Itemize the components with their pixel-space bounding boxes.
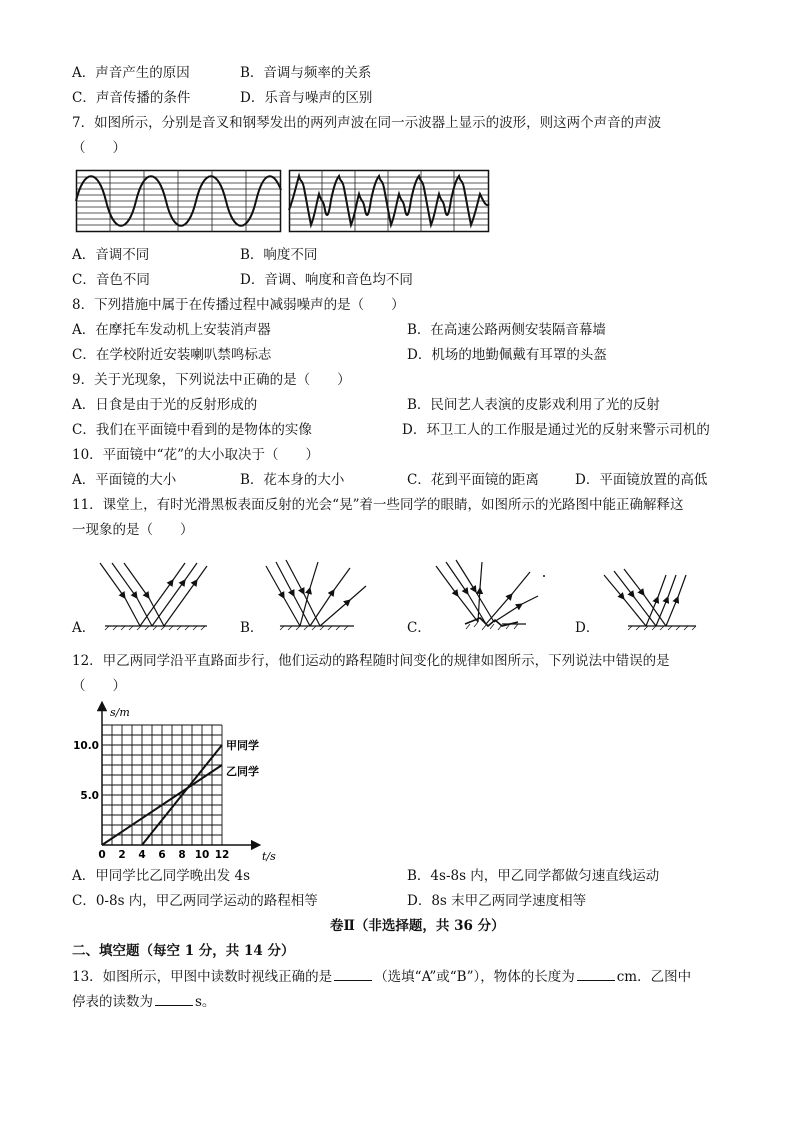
x-tick-label: 12 xyxy=(214,849,230,861)
x-tick-label: 6 xyxy=(158,849,166,861)
q10-stem: 10．平面镜中“花”的大小取决于（ ） xyxy=(72,447,319,463)
q11-stem-line2: 一现象的是（ ） xyxy=(72,522,194,538)
distance-time-chart xyxy=(73,700,280,865)
y-tick-label: 5.0 xyxy=(80,790,99,802)
q8-option-a: A．在摩托车发动机上安装消声器 xyxy=(72,322,271,338)
y-axis-label: s/m xyxy=(110,706,130,719)
series-label-1: 甲同学 xyxy=(226,739,259,752)
q10-option-b: B．花本身的大小 xyxy=(240,472,345,488)
q9-option-b: B．民间艺人表演的皮影戏利用了光的反射 xyxy=(407,397,660,413)
q13-blank-2[interactable] xyxy=(577,968,615,981)
x-tick-label: 0 xyxy=(98,849,106,861)
q12-stem: 12．甲乙两同学沿平直路面步行，他们运动的路程随时间变化的规律如图所示，下列说法中错误的是 xyxy=(72,653,670,669)
q12-option-c: C．0-8s 内，甲乙两同学运动的路程相等 xyxy=(72,893,318,909)
q8-option-d: D．机场的地勤佩戴有耳罩的头盔 xyxy=(407,347,607,363)
q12-option-d: D．8s 末甲乙两同学速度相等 xyxy=(407,893,587,909)
q10-option-c: C．花到平面镜的距离 xyxy=(407,472,539,488)
q6-option-a: A．声音产生的原因 xyxy=(72,65,190,81)
q13-blank-1[interactable] xyxy=(334,968,372,981)
x-tick-label: 10 xyxy=(194,849,210,861)
x-tick-label: 4 xyxy=(138,849,146,861)
q7-stem: 7．如图所示，分别是音叉和钢琴发出的两列声波在同一示波器上显示的波形，则这两个声音的声波 xyxy=(72,115,662,131)
series-label-2: 乙同学 xyxy=(226,765,259,778)
q13-text-4: 停表的读数为 xyxy=(72,994,153,1010)
waveform-piano-figure xyxy=(289,170,489,232)
q11-figure-c xyxy=(430,558,550,633)
part-title: 二、填空题（每空 1 分，共 14 分） xyxy=(72,943,295,959)
q12-option-b: B．4s-8s 内，甲乙同学都做匀速直线运动 xyxy=(407,868,660,884)
q8-stem: 8．下列措施中属于在传播过程中减弱噪声的是（ ） xyxy=(72,297,405,313)
x-tick-label: 8 xyxy=(178,849,186,861)
q12-option-a: A．甲同学比乙同学晚出发 4s xyxy=(72,868,251,884)
q11-option-d: D． xyxy=(575,620,600,636)
q13-text-1: 13．如图所示，甲图中读数时视线正确的是 xyxy=(72,969,333,985)
q7-option-d: D．音调、响度和音色均不同 xyxy=(240,272,413,288)
y-tick-label: 10.0 xyxy=(73,740,99,752)
q8-option-b: B．在高速公路两侧安装隔音幕墙 xyxy=(407,322,606,338)
q11-option-b: B． xyxy=(240,620,264,636)
q13-text-3: cm．乙图中 xyxy=(616,969,692,985)
q9-option-d: D．环卫工人的工作服是通过光的反射来警示司机的 xyxy=(402,422,710,438)
q11-option-c: C． xyxy=(407,620,431,636)
q11-figure-d xyxy=(598,565,708,633)
q13-text-5: s。 xyxy=(195,994,216,1010)
q13-line2 xyxy=(72,993,215,1011)
q6-option-c: C．声音传播的条件 xyxy=(72,90,191,106)
q9-option-a: A．日食是由于光的反射形成的 xyxy=(72,397,258,413)
q13-text-2: （选填“A”或“B”），物体的长度为 xyxy=(374,969,575,985)
q6-option-d: D．乐音与噪声的区别 xyxy=(240,90,373,106)
q11-option-a: A． xyxy=(72,620,96,636)
q8-option-c: C．在学校附近安装喇叭禁鸣标志 xyxy=(72,347,272,363)
q13-blank-3[interactable] xyxy=(155,993,193,1006)
q7-option-a: A．音调不同 xyxy=(72,247,150,263)
q10-option-d: D．平面镜放置的高低 xyxy=(575,472,708,488)
volume-title: 卷Ⅱ（非选择题，共 36 分） xyxy=(330,918,505,934)
q11-figure-b xyxy=(262,558,372,633)
x-tick-label: 2 xyxy=(118,849,126,861)
q11-figure-a xyxy=(95,558,210,633)
x-axis-label: t/s xyxy=(262,850,276,863)
q11-stem-line1: 11．课堂上，有时光滑黑板表面反射的光会“晃”着一些同学的眼睛，如图所示的光路图中能正确解释这 xyxy=(72,497,684,513)
q6-option-b: B．音调与频率的关系 xyxy=(240,65,372,81)
q13-line1 xyxy=(72,968,691,986)
q12-paren: （ ） xyxy=(72,678,126,694)
q9-option-c: C．我们在平面镜中看到的是物体的实像 xyxy=(72,422,312,438)
q7-option-c: C．音色不同 xyxy=(72,272,150,288)
waveform-tuning-fork-figure xyxy=(76,170,281,232)
q7-option-b: B．响度不同 xyxy=(240,247,318,263)
q9-stem: 9．关于光现象，下列说法中正确的是（ ） xyxy=(72,372,351,388)
q10-option-a: A．平面镜的大小 xyxy=(72,472,177,488)
q7-paren: （ ） xyxy=(72,140,126,156)
